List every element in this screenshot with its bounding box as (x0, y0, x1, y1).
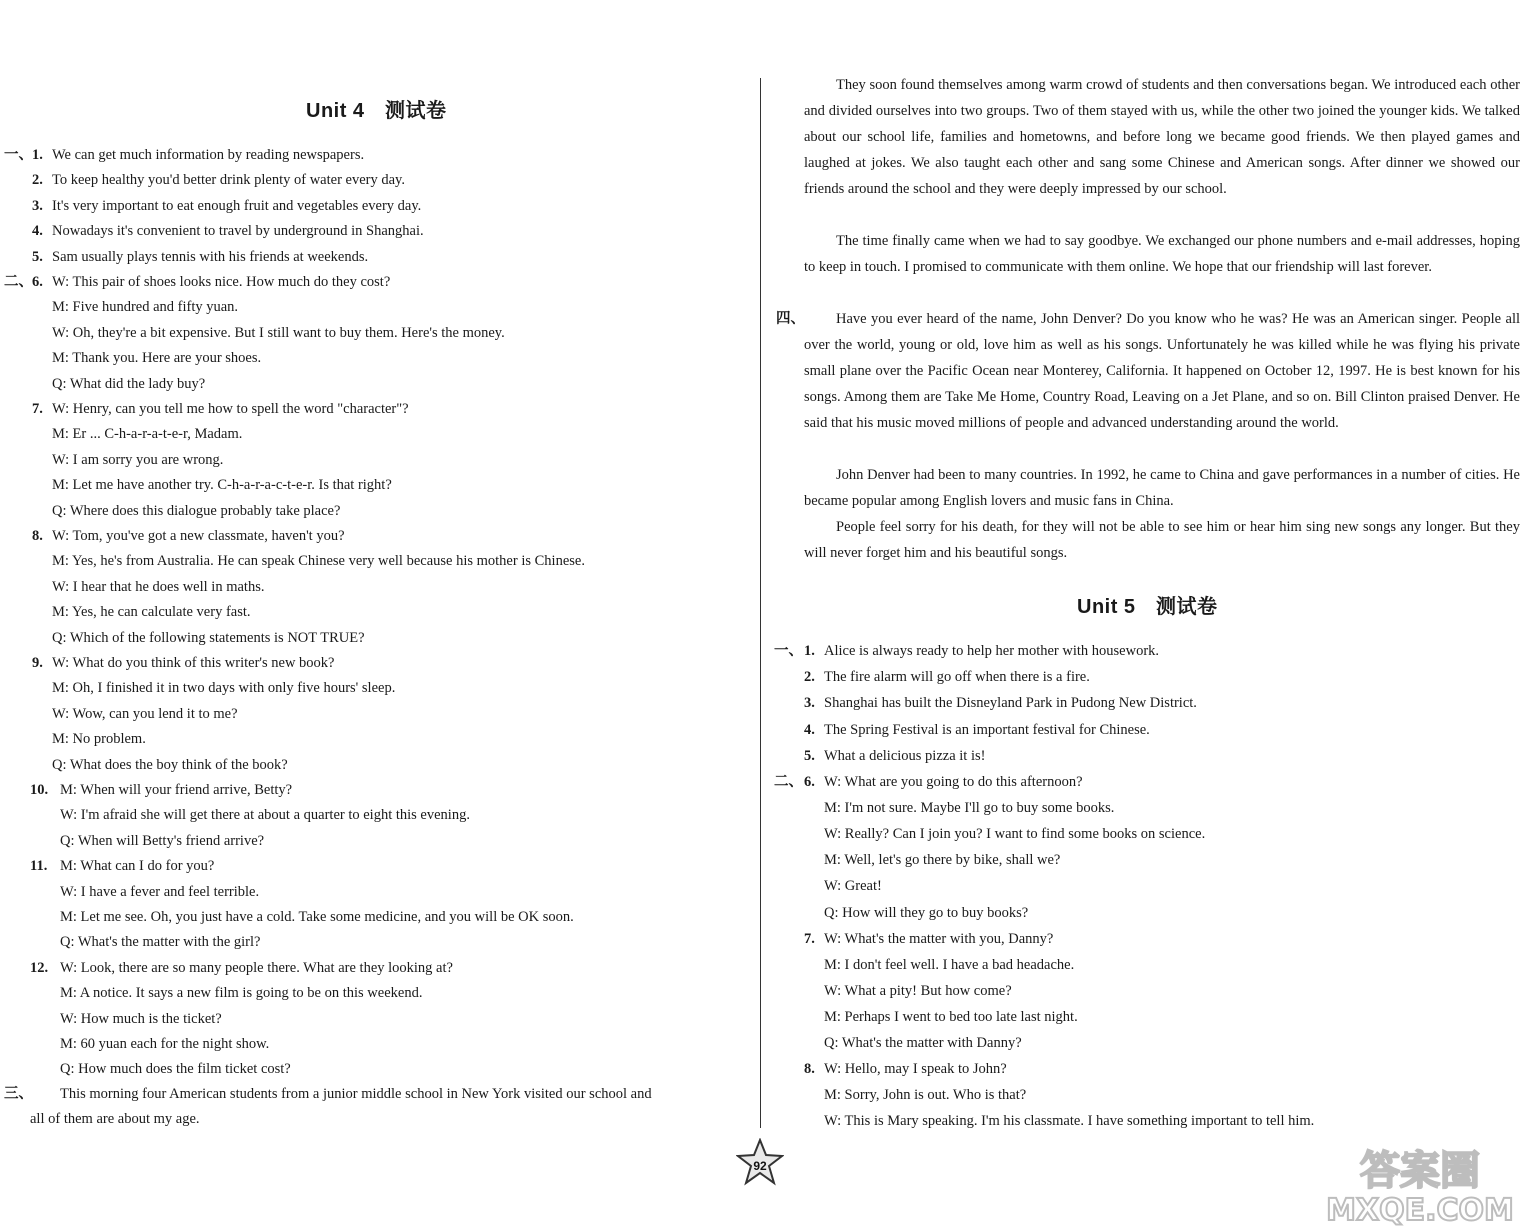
item-number: 3. (32, 197, 43, 214)
item-number: 4. (32, 223, 43, 240)
dialog-line: Q: What's the matter with the girl? (60, 934, 261, 951)
section-3-marker: 三、 (4, 1086, 33, 1102)
item-number: 1. (804, 643, 815, 659)
passage-paragraph-3: Have you ever heard of the name, John Denver? Do you know who he was? He was an American singer. People all over the world, young or old, love him as well as his songs. Unfortunately he was killed while he was flying his private small plane over the Pacific Ocean near Monterey, California. It happened on October 12, 1997. He is best known for his songs. Among them are Take Me Home, Country Road, Leaving on a Jet Plane, and so on. Bill Clinton praised Denver. He said that his music moved millions of people and advanced understanding around the world. (804, 311, 1520, 431)
unit5-title: Unit 5 测试卷 (1077, 596, 1218, 618)
item-number: 2. (32, 172, 43, 189)
dialog-line: W: I have a fever and feel terrible. (60, 883, 260, 900)
dialog-number: 6. (32, 274, 43, 290)
item-text: It's very important to eat enough fruit and vegetables every day. (52, 197, 422, 214)
dialog-line: Q: Where does this dialogue probably take place? (52, 502, 341, 519)
dialog-number: 10. (30, 782, 49, 798)
passage-paragraph-1: They soon found themselves among warm crowd of students and then conversations began. We introduced each other and divided ourselves into two groups. Two of them stayed with us, while the other two joined the younger kids. We talked about our school life, families and hometowns, and before long we became good friends. We then played games and laughed at jokes. We also taught each other and sang some Chinese and American songs. After dinner we showed our friends around the school and they were deeply impressed by our school. (804, 77, 1520, 197)
item-text: Nowadays it's convenient to travel by underground in Shanghai. (52, 223, 424, 240)
item-number: 4. (804, 721, 815, 738)
dialog-line: M: Sorry, John is out. Who is that? (824, 1087, 1027, 1104)
unit4-title: Unit 4 测试卷 (306, 100, 447, 122)
passage-paragraph-4: John Denver had been to many countries. In 1992, he came to China and gave performances in a number of cities. He became popular among English lovers and music fans in China. (804, 467, 1520, 509)
section-3-line-1: This morning four American students from a junior middle school in New York visited our school and (60, 1086, 652, 1102)
dialog-line: M: Well, let's go there by bike, shall we? (824, 852, 1061, 869)
dialog-line: M: Let me see. Oh, you just have a cold. Take some medicine, and you will be OK soon. (60, 909, 574, 925)
dialog-line: M: Yes, he's from Australia. He can speak Chinese very well because his mother is Chinese. (52, 553, 585, 570)
dialog-line: W: This is Mary speaking. I'm his classmate. I have something important to tell him. (824, 1113, 1315, 1130)
dialog-line: W: Tom, you've got a new classmate, haven't you? (52, 528, 345, 544)
dialog-line: W: What's the matter with you, Danny? (824, 930, 1054, 947)
column-divider (760, 78, 761, 1128)
item-number: 5. (32, 248, 43, 265)
dialog-line: Q: Which of the following statements is NOT TRUE? (52, 629, 365, 646)
dialog-line: M: A notice. It says a new film is going to be on this weekend. (60, 985, 423, 1002)
dialog-line: W: Hello, may I speak to John? (824, 1061, 1007, 1078)
dialog-line: M: Yes, he can calculate very fast. (52, 604, 251, 621)
section-2-marker: 二、 (4, 274, 33, 290)
dialog-line: M: No problem. (52, 731, 146, 748)
dialog-line: Q: What's the matter with Danny? (824, 1035, 1022, 1051)
item-text: The fire alarm will go off when there is a fire. (824, 669, 1090, 686)
dialog-line: W: What do you think of this writer's new book? (52, 655, 335, 671)
section-1-marker: 一、 (4, 147, 33, 163)
item-text: Sam usually plays tennis with his friends at weekends. (52, 248, 369, 265)
dialog-number: 7. (32, 401, 43, 417)
page-number: 92 (753, 1159, 767, 1173)
dialog-line: W: I'm afraid she will get there at about a quarter to eight this evening. (60, 807, 470, 824)
dialog-line: W: Great! (824, 878, 882, 895)
dialog-number: 8. (32, 528, 43, 544)
dialog-line: M: I'm not sure. Maybe I'll go to buy some books. (824, 800, 1115, 817)
dialog-line: W: What a pity! But how come? (824, 982, 1012, 999)
page-number-star-icon (736, 1138, 784, 1186)
dialog-number: 7. (804, 930, 815, 947)
dialog-line: Q: What does the boy think of the book? (52, 756, 288, 773)
dialog-line: Q: What did the lady buy? (52, 375, 206, 392)
passage-paragraph-5: People feel sorry for his death, for they will not be able to see him or hear him sing new songs any longer. But they will never forget him and his beautiful songs. (804, 519, 1520, 561)
item-number: 3. (804, 695, 815, 712)
item-text: What a delicious pizza it is! (824, 747, 986, 764)
dialog-line: W: Oh, they're a bit expensive. But I still want to buy them. Here's the money. (52, 324, 505, 341)
dialog-line: W: Henry, can you tell me how to spell the word "character"? (52, 401, 409, 417)
item-text: We can get much information by reading newspapers. (52, 147, 365, 163)
dialog-number: 8. (804, 1061, 815, 1078)
item-number: 1. (32, 147, 43, 163)
item-text: To keep healthy you'd better drink plenty of water every day. (52, 172, 405, 189)
dialog-number: 9. (32, 655, 43, 671)
dialog-line: M: When will your friend arrive, Betty? (60, 782, 293, 798)
watermark-logo (1310, 1140, 1530, 1226)
dialog-line: W: I hear that he does well in maths. (52, 578, 265, 595)
dialog-line: M: 60 yuan each for the night show. (60, 1036, 270, 1052)
dialog-line: W: How much is the ticket? (60, 1010, 222, 1027)
dialog-line: Q: How will they go to buy books? (824, 904, 1029, 921)
passage-paragraph-2: The time finally came when we had to say goodbye. We exchanged our phone numbers and e-mail addresses, hoping to keep in touch. I promised to communicate with them online. We hope that our friendship will last forever. (804, 233, 1520, 275)
dialog-line: W: What are you going to do this afternoon? (824, 774, 1083, 790)
item-text: The Spring Festival is an important festival for Chinese. (824, 721, 1150, 738)
dialog-line: W: Really? Can I join you? I want to find some books on science. (824, 826, 1206, 843)
dialog-line: M: I don't feel well. I have a bad headache. (824, 956, 1075, 973)
dialog-number: 12. (30, 959, 49, 976)
dialog-line: W: Look, there are so many people there. What are they looking at? (60, 959, 453, 976)
dialog-line: Q: When will Betty's friend arrive? (60, 832, 265, 849)
item-number: 2. (804, 669, 815, 686)
dialog-line: M: Perhaps I went to bed too late last night. (824, 1008, 1078, 1025)
watermark-top: 答案圈 (1360, 1148, 1480, 1194)
dialog-line: M: What can I do for you? (60, 858, 215, 875)
dialog-number: 11. (30, 858, 48, 875)
dialog-line: M: Five hundred and fifty yuan. (52, 299, 239, 316)
unit5-section-2-marker: 二、 (774, 774, 803, 790)
dialog-line: M: Thank you. Here are your shoes. (52, 350, 262, 367)
dialog-line: W: This pair of shoes looks nice. How much do they cost? (52, 274, 391, 290)
watermark-bottom: MXQE.COM (1326, 1193, 1514, 1226)
section-3-line-2: all of them are about my age. (30, 1111, 200, 1127)
dialog-line: Q: How much does the film ticket cost? (60, 1061, 291, 1078)
dialog-line: M: Let me have another try. C-h-a-r-a-c-t-e-r. Is that right? (52, 477, 392, 494)
item-text: Shanghai has built the Disneyland Park in Pudong New District. (824, 695, 1197, 712)
section-4-marker: 四、 (776, 311, 805, 327)
item-text: Alice is always ready to help her mother with housework. (824, 643, 1160, 659)
dialog-number: 6. (804, 774, 815, 790)
dialog-line: M: Er ... C-h-a-r-a-t-e-r, Madam. (52, 426, 243, 443)
item-number: 5. (804, 747, 815, 764)
unit5-section-1-marker: 一、 (774, 643, 803, 659)
dialog-line: M: Oh, I finished it in two days with only five hours' sleep. (52, 680, 396, 697)
dialog-line: W: I am sorry you are wrong. (52, 451, 224, 468)
dialog-line: W: Wow, can you lend it to me? (52, 705, 238, 722)
